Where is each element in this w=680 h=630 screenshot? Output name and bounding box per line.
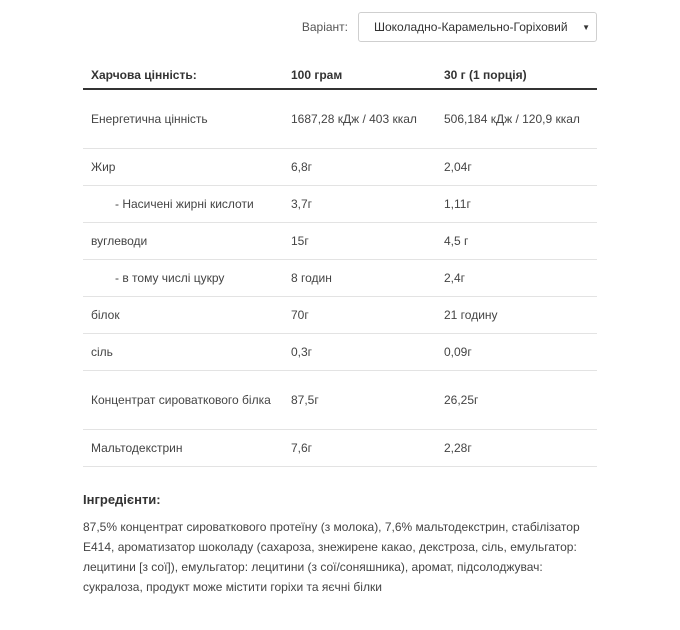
variant-label: Варіант: [301,20,348,34]
value-per-serving: 2,28г [436,430,597,467]
table-row [83,260,597,297]
table-row [83,186,597,223]
value-per-serving: 2,04г [436,149,597,186]
header-per-serving: 30 г (1 порція) [436,62,597,89]
table-row [83,149,597,186]
value-per-serving: 4,5 г [436,223,597,260]
nutrient-name: білок [83,297,283,334]
value-per-100g: 70г [283,297,436,334]
nutrition-table [83,62,597,467]
value-per-serving: 1,11г [436,186,597,223]
nutrition-header-row [83,62,597,89]
value-per-serving: 0,09г [436,334,597,371]
value-per-100g: 7,6г [283,430,436,467]
nutrient-name: вуглеводи [83,223,283,260]
ingredients-text: 87,5% концентрат сироваткового протеїну (з молока), 7,6% мальтодекстрин, стабілізатор Е414, ароматизатор шоколаду (сахароза, знежирене какао, декстроза, сіль, емульгатор: лецитини [з сої]), емульгатор: лецитини (з сої/соняшника), аромат, підсолоджувач: сукралоза, продукт може містити горіхи та яєчні білки [83,520,580,594]
header-per-100g: 100 грам [283,62,436,89]
value-per-serving: 21 годину [436,297,597,334]
table-row [83,334,597,371]
value-per-100g: 3,7г [283,186,436,223]
nutrient-name: сіль [83,334,283,371]
table-row [83,89,597,149]
variant-row [0,12,597,42]
table-row [83,223,597,260]
variant-select[interactable] [358,12,597,42]
value-per-100g: 15г [283,223,436,260]
nutrient-name: Концентрат сироваткового білка [83,371,283,430]
value-per-100g: 8 годин [283,260,436,297]
header-nutrient: Харчова цінність: [83,62,283,89]
value-per-100g: 6,8г [283,149,436,186]
value-per-100g: 1687,28 кДж / 403 ккал [283,89,436,149]
nutrient-name: Жир [83,149,283,186]
value-per-serving: 26,25г [436,371,597,430]
value-per-serving: 2,4г [436,260,597,297]
table-row [83,371,597,430]
value-per-100g: 0,3г [283,334,436,371]
nutrient-name: - в тому числі цукру [83,260,283,297]
caret-down-icon: ▼ [582,22,590,32]
table-row [83,297,597,334]
value-per-100g: 87,5г [283,371,436,430]
nutrient-name: Енергетична цінність [83,89,283,149]
variant-selected-value: Шоколадно-Карамельно-Горіховий [374,20,568,34]
ingredients-section [83,492,603,597]
nutrient-name: - Насичені жирні кислоти [83,186,283,223]
ingredients-title: Інгредієнти: [83,492,161,507]
table-row [83,430,597,467]
nutrient-name: Мальтодекстрин [83,430,283,467]
value-per-serving: 506,184 кДж / 120,9 ккал [436,89,597,149]
